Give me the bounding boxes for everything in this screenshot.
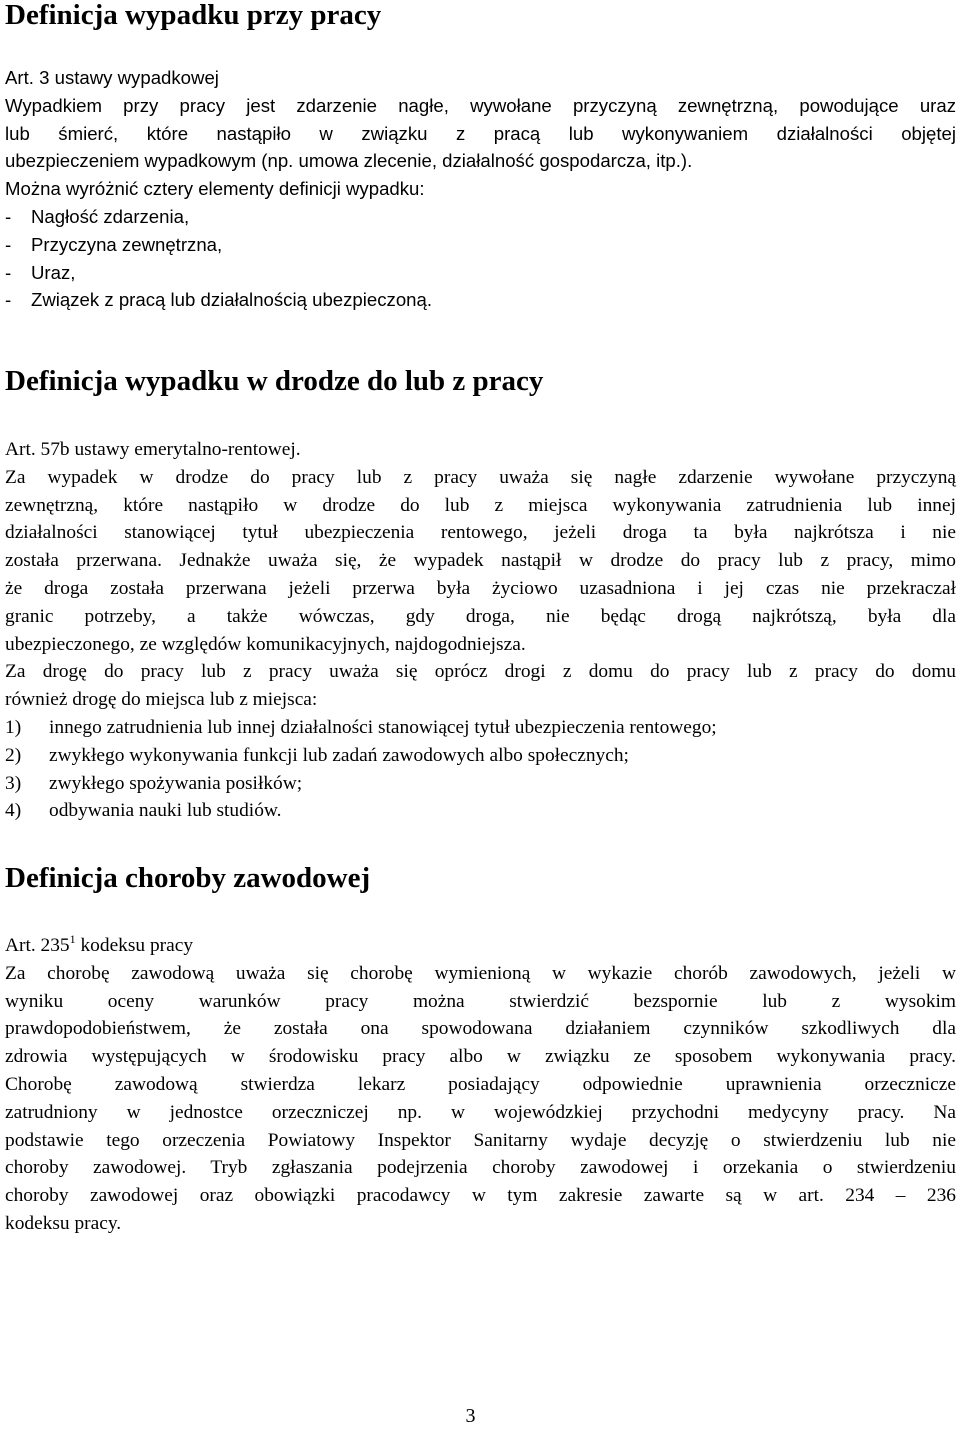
paragraph-line: działalności stanowiącej tytuł ubezpieczenia rentowego, jeżeli droga ta była najkrótsza i nie	[5, 522, 956, 544]
paragraph-line: kodeksu pracy.	[5, 1212, 122, 1234]
section-title-choroba-zawodowa: Definicja choroby zawodowej	[5, 862, 371, 894]
section-2-body	[5, 436, 956, 825]
page-number: 3	[465, 1405, 476, 1427]
paragraph-line: również drogę do miejsca lub z miejsca:	[5, 689, 318, 711]
list-item-text: innego zatrudnienia lub innej działalności stanowiącej tytuł ubezpieczenia rentowego;	[49, 716, 717, 738]
paragraph-line: Za chorobę zawodową uważa się chorobę wymienioną w wykazie chorób zawodowych, jeżeli w	[5, 962, 956, 984]
list-dash: -	[5, 205, 12, 227]
list-dash: -	[5, 233, 12, 255]
legal-source-main: Art. 235	[5, 935, 70, 956]
section-title-wypadek-w-drodze: Definicja wypadku w drodze do lub z pracy	[5, 365, 544, 397]
list-dash: -	[5, 289, 12, 311]
paragraph-line: zatrudniony w jednostce orzeczniczej np. w wojewódzkiej przychodni medycyny pracy. Na	[5, 1101, 956, 1123]
list-dash: -	[5, 261, 12, 283]
list-item	[5, 203, 956, 231]
section-title-wypadek-przy-pracy: Definicja wypadku przy pracy	[5, 0, 382, 31]
paragraph-line: choroby zawodowej oraz obowiązki pracodawcy w tym zakresie zawarte są w art. 234 – 236	[5, 1185, 956, 1207]
paragraph-line: że droga została przerwana jeżeli przerwa była życiowo uzasadniona i jej czas nie przekraczał	[5, 577, 956, 599]
paragraph-line: podstawie tego orzeczenia Powiatowy Inspektor Sanitarny wydaje decyzję o stwierdzeniu lub nie	[5, 1129, 956, 1151]
list-number: 3)	[5, 772, 22, 794]
paragraph-line: granic potrzeby, a także wówczas, gdy droga, nie będąc drogą najkrótszą, była dla	[5, 605, 956, 627]
legal-source	[5, 932, 956, 960]
definition-line: ubezpieczeniem wypadkowym (np. umowa zlecenie, działalność gospodarcza, itp.).	[5, 150, 693, 172]
list-item	[5, 742, 956, 770]
paragraph-line: zewnętrzną, które nastąpiło w drodze do lub z miejsca wykonywania zatrudnienia lub innej	[5, 494, 956, 516]
paragraph-line: została przerwana. Jednakże uważa się, że wypadek nastąpił w drodze do pracy lub z pracy, mimo	[5, 550, 956, 572]
paragraph-line: wyniku oceny warunków pracy można stwierdzić bezspornie lub z wysokim	[5, 990, 956, 1012]
list-item	[5, 231, 956, 259]
list-item	[5, 286, 956, 314]
definition-line: lub śmierć, które nastąpiło w związku z pracą lub wykonywaniem działalności objętej	[5, 122, 956, 144]
paragraph-line: Chorobę zawodową stwierdza lekarz posiadający odpowiednie uprawnienia orzecznicze	[5, 1073, 956, 1095]
paragraph-line: Za wypadek w drodze do pracy lub z pracy uważa się nagłe zdarzenie wywołane przyczyną	[5, 466, 956, 488]
section-3-body	[5, 932, 956, 1238]
list-number: 4)	[5, 800, 22, 822]
list-item	[5, 797, 956, 825]
list-item-text: zwykłego wykonywania funkcji lub zadań zawodowych albo społecznych;	[49, 744, 629, 766]
list-item-text: Związek z pracą lub działalnością ubezpieczoną.	[31, 289, 433, 311]
section-1-body	[5, 64, 956, 314]
list-item-text: Przyczyna zewnętrzna,	[31, 233, 223, 255]
paragraph-line: ubezpieczonego, ze względów komunikacyjnych, najdogodniejsza.	[5, 633, 526, 655]
definition-line: Wypadkiem przy pracy jest zdarzenie nagłe, wywołane przyczyną zewnętrzną, powodujące uraz	[5, 94, 956, 116]
paragraph-line: prawdopodobieństwem, że została ona spowodowana działaniem czynników szkodliwych dla	[5, 1018, 956, 1040]
legal-source-rest: kodeksu pracy	[75, 935, 194, 956]
list-item	[5, 770, 956, 798]
paragraph-line: Za drogę do pracy lub z pracy uważa się oprócz drogi z domu do pracy lub z pracy do domu	[5, 661, 956, 683]
list-number: 1)	[5, 716, 22, 738]
list-item	[5, 259, 956, 287]
elements-intro: Można wyróżnić cztery elementy definicji wypadku:	[5, 178, 425, 200]
list-item-text: zwykłego spożywania posiłków;	[49, 772, 303, 794]
list-item-text: Uraz,	[31, 261, 76, 283]
legal-source: Art. 57b ustawy emerytalno-rentowej.	[5, 439, 301, 460]
list-item-text: Nagłość zdarzenia,	[31, 205, 190, 227]
paragraph-line: zdrowia występujących w środowisku pracy albo w związku ze sposobem wykonywania pracy.	[5, 1046, 956, 1068]
paragraph-line: choroby zawodowej. Tryb zgłaszania podejrzenia choroby zawodowej i orzekania o stwierdzeniu	[5, 1157, 956, 1179]
list-number: 2)	[5, 744, 22, 766]
list-item	[5, 714, 956, 742]
legal-source-superscript: 1	[69, 931, 76, 946]
list-item-text: odbywania nauki lub studiów.	[49, 800, 282, 822]
legal-source: Art. 3 ustawy wypadkowej	[5, 67, 219, 88]
